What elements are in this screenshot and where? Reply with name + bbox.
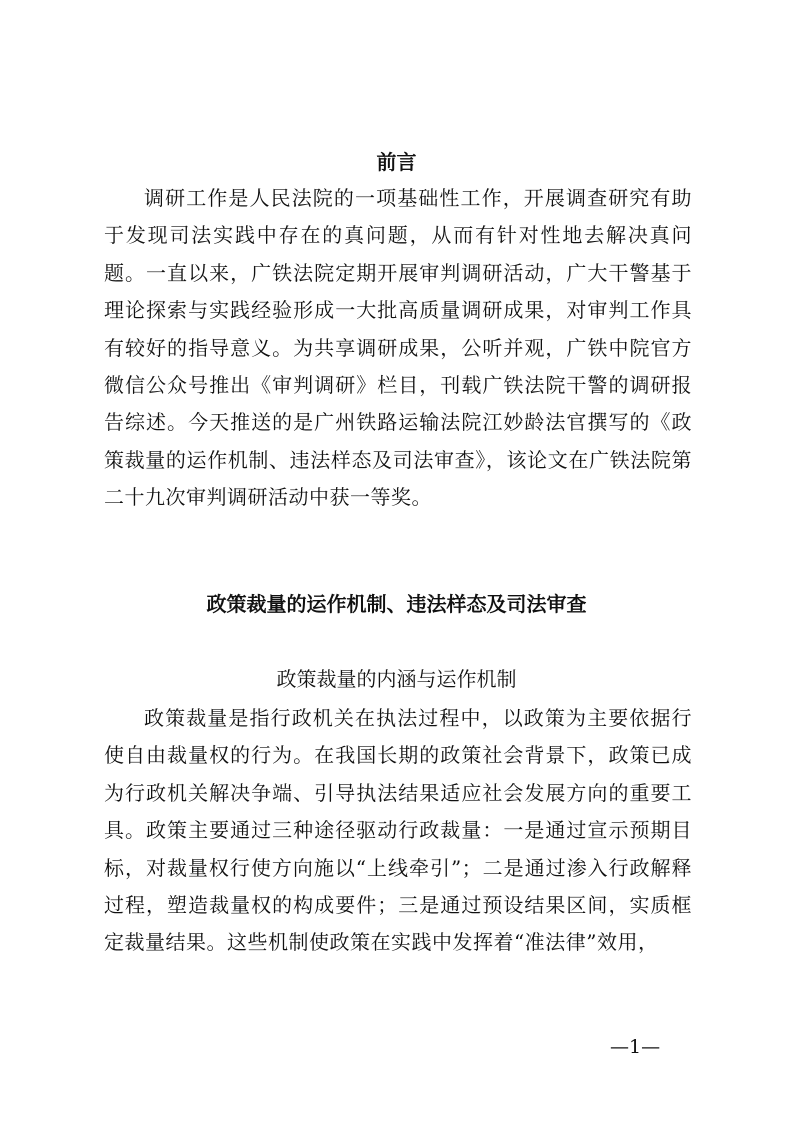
preface-title: 前言 — [376, 150, 417, 174]
section-title: 政策裁量的内涵与运作机制 — [276, 667, 517, 691]
section-paragraph: 政策裁量是指行政机关在执法过程中，以政策为主要依据行使自由裁量权的行为。在我国长期的政策社会背景下，政策已成为行政机关解决争端、引导执法结果适应社会发展方向的重要工具。政策主要通过三种途径驱动行政裁量：一是通过宣示预期目标，对裁量权行使方向施以“上线牵引”；二是通过渗入行政解释过程，塑造裁量权的构成要件；三是通过预设结果区间，实质框定裁量结果。这些机制使政策在实践中发挥着“准法律”效用， — [104, 706, 692, 955]
preface-paragraph: 调研工作是人民法院的一项基础性工作，开展调查研究有助于发现司法实践中存在的真问题，从而有针对性地去解决真问题。一直以来，广铁法院定期开展审判调研活动，广大干警基于理论探索与实践经验形成一大批高质量调研成果，对审判工作具有较好的指导意义。为共享调研成果，公听并观，广铁中院官方微信公众号推出《审判调研》栏目，刊载广铁法院干警的调研报告综述。今天推送的是广州铁路运输法院江妙龄法官撰写的《政策裁量的运作机制、违法样态及司法审查》，该论文在广铁法院第二十九次审判调研活动中获一等奖。 — [104, 186, 692, 510]
page-number: —1— — [610, 1036, 661, 1058]
article-title: 政策裁量的运作机制、违法样态及司法审查 — [206, 592, 587, 616]
